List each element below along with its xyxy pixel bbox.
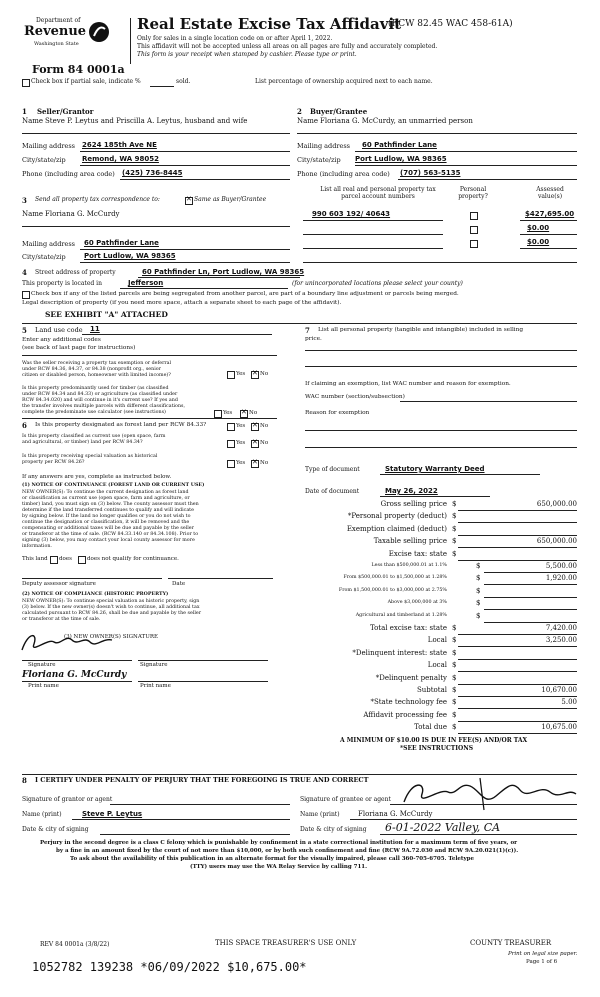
print-name-label-2: Print name (140, 683, 171, 689)
revenue-logo (22, 18, 112, 54)
tax-row-label: Total excise tax: state (369, 624, 447, 632)
tax-row-value[interactable]: 650,000.00 (536, 500, 577, 508)
historic-no-checkbox[interactable] (251, 460, 259, 468)
land-use-code[interactable]: 11 (90, 325, 100, 333)
receipt-stamp: 1052782 139238 *06/09/2022 $10,675.00* (32, 960, 307, 974)
tax-row-line (458, 646, 577, 647)
parcel-value[interactable]: $0.00 (527, 224, 550, 232)
parcels-col-header-1: List all real and personal property tax parcel account numbers (320, 186, 436, 200)
page-title: Real Estate Excise Tax Affidavit (137, 15, 402, 33)
complete-instructions: If any answers are yes, complete as instructed below. (22, 474, 172, 480)
tax-row-label: *Personal property (deduct) (347, 512, 447, 521)
tax-row-label: *State technology fee (370, 698, 447, 707)
logo-dept-top: Department of (36, 17, 81, 24)
currency-sign: $ (452, 686, 457, 694)
doc-date[interactable]: May 26, 2022 (385, 487, 438, 495)
grantee-date-city[interactable]: 6-01-2022 Valley, CA (385, 821, 501, 834)
grantor-name[interactable]: Steve P. Leytus (82, 810, 143, 818)
seller-mailing-label: Mailing address (22, 142, 76, 150)
unincorporated-note: (for unincorporated locations please select your county) (292, 280, 463, 287)
tax-row-value[interactable]: 7,420.00 (545, 624, 577, 632)
forest-yes-checkbox[interactable] (227, 423, 235, 431)
section8-num: 8 (22, 776, 27, 785)
county-treasurer-label: COUNTY TREASURER (470, 939, 552, 947)
buyer-heading: Buyer/Grantee (310, 107, 368, 116)
seller-heading: Seller/Grantor (37, 107, 94, 116)
tax-row-line (484, 584, 577, 585)
parcels-col-header-3: Assessed value(s) (536, 186, 564, 200)
personal-property-checkbox[interactable] (470, 226, 478, 234)
buyer-phone[interactable]: (707) 563-5135 (400, 169, 461, 177)
revision-code: REV 84 0001a (3/8/22) (40, 941, 110, 948)
historic-question: Is this property receiving special valuation as historical (22, 454, 158, 459)
additional-codes-note: (see back of last page for instructions) (22, 345, 136, 351)
currency-sign: $ (452, 648, 457, 657)
additional-codes-label: Enter any additional codes (22, 337, 101, 343)
tax-row-label: Local (427, 661, 447, 670)
seller-name[interactable]: Steve P. Leytus and Priscilla A. Leytus, husband and wife (45, 117, 248, 125)
buyer-mailing-label: Mailing address (297, 142, 351, 150)
page-number: Page 1 of 6 (526, 959, 558, 965)
signature-label-2: Signature (140, 662, 168, 668)
treasurer-space-label: THIS SPACE TREASURER'S USE ONLY (215, 939, 357, 947)
partial-sale-checkbox[interactable] (22, 79, 30, 87)
tax-row-label: Subtotal (416, 686, 447, 694)
buyer-city[interactable]: Port Ludlow, WA 98365 (355, 155, 447, 163)
currency-sign: $ (452, 636, 457, 645)
segregated-label: Check box if any of the listed parcels are being segregated from another parcel, are part of a boundary line adjustment or parcels being merged. (31, 291, 459, 297)
tax-row-label: Affidavit processing fee (363, 710, 447, 719)
tax-row-label: Excise tax: state (388, 549, 447, 558)
tax-row-value[interactable]: 10,670.00 (541, 686, 577, 694)
tax-row-line (458, 510, 577, 511)
print-legal-note: Print on legal size paper. (508, 951, 578, 957)
currency-sign: $ (476, 574, 481, 583)
currency-sign: $ (452, 673, 457, 682)
buyer-mailing[interactable]: 60 Pathfinder Lane (362, 141, 437, 149)
tax-row-label: Total due (414, 723, 447, 732)
tax-row-label: Agricultural and timberland at 1.28% (355, 612, 447, 618)
currency-sign: $ (476, 586, 481, 595)
section3-mailing-label: Mailing address (22, 240, 76, 248)
buyer-phone-label: Phone (including area code) (297, 170, 390, 178)
currency-sign: $ (452, 524, 457, 533)
tax-row-value[interactable]: 3,250.00 (545, 636, 577, 645)
tax-row-line (458, 671, 577, 672)
grantee-signature-label: Signature of grantee or agent (300, 796, 391, 803)
section6-num: 6 (22, 421, 27, 430)
current-use-no-checkbox[interactable] (251, 440, 259, 448)
forest-land-question: Is this property designated as forest land per RCW 84.33? (35, 422, 207, 428)
tax-row-line (458, 721, 577, 722)
section7-num: 7 (305, 326, 310, 335)
seller-phone-label: Phone (including area code) (22, 170, 115, 178)
reason-exemption-label: Reason for exemption (305, 410, 370, 416)
tax-row-value[interactable]: 10,675.00 (541, 723, 577, 732)
header-note-3: This form is your receipt when stamped by cashier. Please type or print. (137, 51, 357, 58)
notice-continuance-title: (1) NOTICE OF CONTINUANCE (FOREST LAND OR CURRENT USE) (22, 482, 205, 488)
buyer-city-label: City/state/zip (297, 156, 341, 164)
does-qualify-checkbox[interactable] (50, 556, 58, 564)
seller-name-label: Name (22, 117, 44, 125)
section3-name[interactable]: Floriana G. McCurdy (45, 210, 120, 218)
tax-row-label: Exemption claimed (deduct) (346, 524, 447, 533)
doc-type[interactable]: Statutory Warranty Deed (385, 465, 485, 473)
land-use-label: Land use code (35, 326, 83, 334)
tax-row-label: Gross selling price (380, 500, 447, 508)
parcel-value[interactable]: $0.00 (527, 238, 550, 246)
section3-city-label: City/state/zip (22, 253, 66, 261)
timber-no-checkbox[interactable] (240, 410, 248, 418)
tax-row-line (458, 659, 577, 660)
tax-row-label: Above $3,000,000 at 3% (387, 600, 447, 606)
partial-sold-label: sold. (176, 78, 191, 85)
section5-num: 5 (22, 326, 27, 335)
property-address[interactable]: 60 Pathfinder Ln, Port Ludlow, WA 98365 (142, 268, 305, 276)
wac-number-label: WAC number (section/subsection) (305, 394, 405, 400)
currency-sign: $ (452, 624, 457, 632)
segregated-checkbox[interactable] (22, 291, 30, 299)
partial-sale-label: Check box if partial sale, indicate % (31, 78, 141, 85)
personal-property-checkbox[interactable] (470, 240, 478, 248)
currency-sign: $ (476, 611, 481, 620)
currency-sign: $ (476, 562, 481, 570)
currency-sign: $ (452, 512, 457, 521)
tax-row-line (458, 560, 577, 561)
tax-row-line (458, 535, 577, 536)
section4-num: 4 (22, 268, 27, 277)
logo-revenue: Revenue (24, 24, 87, 39)
exemption-claim-label: If claiming an exemption, list WAC number and reason for exemption. (305, 381, 511, 387)
tax-row-value[interactable]: 5.00 (561, 698, 577, 707)
tax-row-label: Local (427, 636, 447, 645)
tax-row-line (484, 609, 577, 610)
seller-city[interactable]: Remond, WA 98052 (82, 155, 159, 163)
certify-statement: I CERTIFY UNDER PENALTY OF PERJURY THAT THE FOREGOING IS TRUE AND CORRECT (35, 776, 369, 784)
currency-sign: $ (452, 537, 457, 546)
tax-row-label: *Delinquent penalty (375, 673, 447, 682)
does-not-qualify-checkbox[interactable] (78, 556, 86, 564)
seller-phone[interactable]: (425) 736-8445 (122, 169, 183, 177)
section4-label: Street address of property (35, 269, 116, 276)
tax-row-line (458, 634, 577, 635)
doc-date-label: Date of document (305, 488, 360, 495)
grantee-date-city-label: Date & city of signing (300, 826, 367, 833)
logo-state: Washington State (34, 41, 79, 47)
seller-heading-num: 1 (22, 107, 27, 116)
currency-sign: $ (452, 549, 457, 558)
currency-sign: $ (476, 599, 481, 608)
current-use-yes-checkbox[interactable] (227, 440, 235, 448)
same-as-buyer-label: Same as Buyer/Grantee (194, 196, 267, 203)
header-note-1: Only for sales in a single location code on or after April 1, 2022. (137, 35, 333, 42)
tax-row-label: Taxable selling price (373, 537, 447, 546)
tax-row-value[interactable]: 650,000.00 (536, 537, 577, 546)
header-note-2: This affidavit will not be accepted unless all areas on all pages are fully and accurately completed. (137, 43, 438, 50)
tax-row-line (458, 696, 577, 697)
personal-property-checkbox[interactable] (470, 212, 478, 220)
grantor-date-city-label: Date & city of signing (22, 826, 89, 833)
located-label: This property is located in (22, 280, 102, 287)
form-number: Form 84 0001a (32, 63, 125, 76)
signature-label-1: Signature (28, 662, 56, 668)
tax-row-line (458, 708, 577, 709)
buyer-name-label: Name (297, 117, 319, 125)
tax-row-line (484, 572, 577, 573)
grantee-name-label: Name (print) (300, 811, 340, 818)
this-land-label: This land (22, 556, 48, 562)
currency-sign: $ (452, 500, 457, 508)
tax-row-line (458, 733, 577, 734)
section3-city[interactable]: Port Ludlow, WA 98365 (84, 252, 176, 260)
tax-row-label: From $500,000.01 to $1,500,000 at 1.28% (343, 575, 447, 581)
forest-no-checkbox[interactable] (251, 423, 259, 431)
grantee-name[interactable]: Floriana G. McCurdy (358, 810, 433, 818)
exemption-no-checkbox[interactable] (251, 371, 259, 379)
seller-city-label: City/state/zip (22, 156, 66, 164)
doc-type-label: Type of document (305, 466, 360, 473)
legal-description-label: Legal description of property (if you need more space, attach a separate sheet to each page of the affidavit). (22, 300, 342, 306)
seller-mailing[interactable]: 2624 185th Ave NE (82, 141, 157, 149)
grantor-name-label: Name (print) (22, 811, 62, 818)
rcw-reference: (RCW 82.45 WAC 458-61A) (388, 19, 513, 29)
exhibit-attached: SEE EXHIBIT "A" ATTACHED (45, 310, 168, 319)
tax-row-label: From $1,500,000.01 to $3,000,000 at 2.75% (338, 587, 447, 593)
parcels-col-header-2: Personal property? (458, 186, 488, 200)
tax-row-value[interactable]: 1,920.00 (545, 574, 577, 583)
currency-sign: $ (452, 710, 457, 719)
same-as-buyer-checkbox[interactable] (185, 197, 193, 205)
section3-mailing[interactable]: 60 Pathfinder Lane (84, 239, 159, 247)
tax-row-line (484, 622, 577, 623)
currency-sign: $ (452, 661, 457, 670)
parcel-number[interactable]: 990 603 192/ 40643 (312, 210, 391, 218)
tax-row-label: Less than $500,000.01 at 1.1% (371, 563, 447, 568)
new-owner-signature-1 (18, 628, 118, 658)
buyer-heading-num: 2 (297, 107, 302, 116)
tax-row-line (458, 522, 577, 523)
grantor-signature-label: Signature of grantor or agent (22, 796, 113, 803)
minimum-fee-note: A MINIMUM OF $10.00 IS DUE IN FEE(S) AND/OR TAX (340, 737, 528, 744)
exemption-yes-checkbox[interactable] (227, 371, 235, 379)
notice-compliance-title: (2) NOTICE OF COMPLIANCE (HISTORIC PROPERTY) (22, 591, 169, 597)
section3-num: 3 (22, 196, 27, 205)
tax-row-label: *Delinquent interest: state (352, 648, 447, 657)
timber-yes-checkbox[interactable] (214, 410, 222, 418)
see-instructions-note: *SEE INSTRUCTIONS (400, 745, 474, 752)
tax-row-line (484, 597, 577, 598)
tax-row-line (458, 547, 577, 548)
deputy-date-label: Date (172, 581, 186, 587)
revenue-emblem-icon (88, 21, 110, 43)
section3-label: Send all property tax correspondence to: (35, 196, 160, 203)
current-use-question: Is this property classified as current use (open space, farm (22, 434, 166, 439)
buyer-name[interactable]: Floriana G. McCurdy, an unmarried person (320, 117, 473, 125)
print-name-label-1: Print name (28, 683, 59, 689)
personal-property-label: List all personal property (tangible and intangible) included in selling (318, 327, 524, 333)
currency-sign: $ (452, 723, 457, 732)
new-owner-signature-label: (3) NEW OWNER(S) SIGNATURE (64, 634, 158, 640)
historic-yes-checkbox[interactable] (227, 460, 235, 468)
section3-name-label: Name (22, 210, 44, 218)
print-name-value: Floriana G. McCurdy (22, 670, 127, 680)
deputy-assessor-signature: Deputy assessor signature (22, 581, 96, 587)
tax-row-line (458, 684, 577, 685)
tax-row-value[interactable]: 5,500.00 (545, 562, 577, 570)
partial-list-note: List percentage of ownership acquired next to each name. (255, 78, 433, 85)
currency-sign: $ (452, 698, 457, 707)
property-county[interactable]: Jefferson (128, 279, 164, 287)
parcel-value[interactable]: $427,695.00 (525, 210, 575, 218)
grantee-signature (400, 776, 580, 812)
